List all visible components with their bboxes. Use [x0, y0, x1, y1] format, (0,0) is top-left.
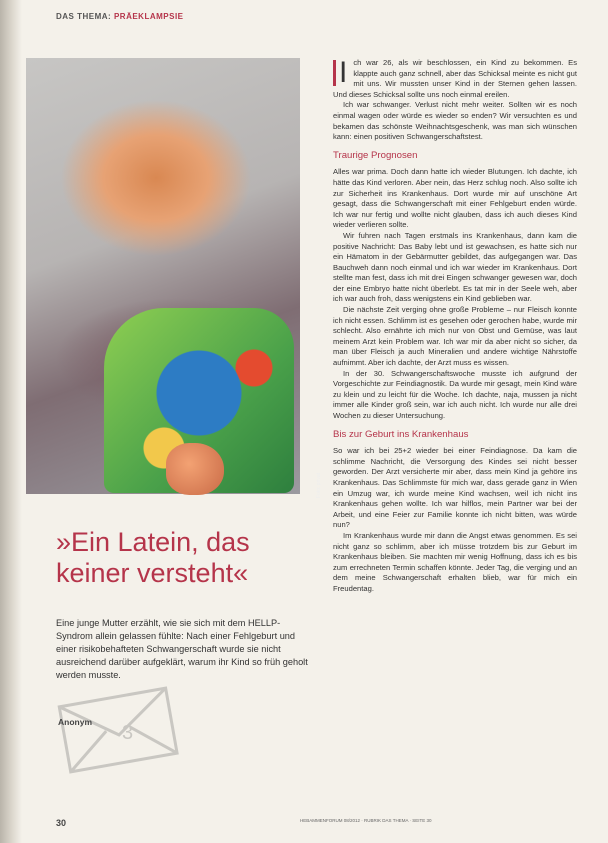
baby-hand	[166, 443, 224, 495]
article-headline: »Ein Latein, das keiner versteht«	[56, 527, 250, 588]
body-paragraph: Die nächste Zeit verging ohne große Probleme – nur Fleisch konnte ich nicht essen. Schlimm ist es gesehen oder gerochen habe, wurde mir schlecht. Also ernährte ich mich nur von Obst und Gemüse, was laut meinem Arzt kein Problem war. Ich war mir da aber nicht so sicher, da man über Fleisch ja auch Mineralien und andere wichtige Nährstoffe aufnimmt. Aber ich dachte, der Arzt muss es wissen.	[333, 305, 577, 368]
body-paragraph: Ich war schwanger. Verlust nicht mehr weiter. Sollten wir es noch einmal wagen oder würde es wieder so enden? Wir versuchten es und bekamen das schönste Weihnachtsgeschenk, was man sich wünschen kann: einen positiven Schwangerschaftstest.	[333, 100, 577, 142]
envelope-icon	[56, 683, 180, 775]
envelope-badge: 3	[122, 722, 134, 744]
header-label: DAS THEMA:	[56, 12, 114, 21]
baby-hand-photo	[26, 58, 322, 498]
page-binding-shadow	[0, 0, 22, 843]
body-paragraph: Wir fuhren nach Tagen erstmals ins Krankenhaus, dann kam die positive Nachricht: Das Baby lebt und ist gewachsen, es hatte sich nur ein Hämatom in der Gebärmutter gebildet, das aufgegangen war. Das Bauchweh dann noch einmal und ich war wieder im Krankenhaus. Dort stellte man fest, dass ich mit drei Eingen schwanger gewesen war, doch der eine Embryo hatte nicht überlebt. Es tat mir in der Seele weh, aber ich war auch froh, dass wenigstens ein Kind geblieben war.	[333, 230, 577, 304]
subheading-prognosen: Traurige Prognosen	[333, 149, 418, 161]
body-paragraph: Alles war prima. Doch dann hatte ich wieder Blutungen. Ich dachte, ich hätte das Kind verloren. Aber nein, das Herz schlug noch. Also sollte ich zur Sicherheit ins Krankenhaus. Dort wurde mir auf unschöne Art gesagt, dass die Schwangerschaft mit einer Fehlgeburt enden würde. Ich war nur fertig und wollte nicht glauben, dass ich auch dieses Kind wieder verlieren sollte.	[333, 167, 577, 230]
dropcap: I	[333, 60, 353, 86]
article-body	[333, 58, 577, 595]
subheading-geburt: Bis zur Geburt ins Krankenhaus	[333, 428, 469, 440]
page-number: 30	[56, 818, 67, 828]
body-paragraph: In der 30. Schwangerschaftswoche musste ich aufgrund der Vorgeschichte zur Feindiagnostik. Da wurde mir gesagt, mein Kind wäre zu klein und zu leicht für die Woche. Ich dachte, naja, mussen ja nicht immer alle Kinder groß sein, war ich auch nicht. Ich wurde nur alle drei Wochen zu dieser Untersuchung.	[333, 368, 577, 420]
section-header	[56, 12, 184, 21]
body-paragraph-intro	[333, 58, 577, 100]
intro-text: ch war 26, als wir beschlossen, ein Kind zu bekommen. Es klappte auch ganz schnell, aber das Schicksal meinte es nicht gut mit uns. Wir mussten unser Kind in der Sternen gehen lassen. Und dieses Schicksal sollte uns noch einmal ereilen.	[333, 58, 577, 99]
article-lead: Eine junge Mutter erzählt, wie sie sich mit dem HELLP-Syndrom allein gelassen fühlte: Nach einer Fehlgeburt und einer risikobehafteten Schwangerschaft wurde sie nicht ausreichend darüber aufgeklärt, warum ihr Kind so früh geholt werden musste.	[56, 618, 308, 680]
header-topic: PRÄEKLAMPSIE	[113, 12, 184, 21]
photo-credit: Foto: privat	[316, 472, 322, 498]
page-footer: HEBAMMENFORUM 08/2012 · RUBRIK DAS THEMA · SEITE 30	[300, 818, 432, 823]
article-author: Anonym	[58, 717, 92, 727]
body-paragraph: Im Krankenhaus wurde mir dann die Angst etwas genommen. Es sei nicht ganz so schlimm, aber ich müsse trotzdem bis zur Geburt im Krankenhaus bleiben. Sie machten mir wenig Hoffnung, dass ich es bis zum errechneten Termin schaffen könnte. Jeder Tag, die verging und an dem meine Schwangerschaft erhalten blieb, war für mich ein Freudentag.	[333, 530, 577, 593]
body-paragraph: So war ich bei 25+2 wieder bei einer Feindiagnose. Da kam die schlimme Nachricht, die Versorgung des Kindes sei nicht besser geworden. Der Arzt versicherte mir aber, dass mein Kind ja gehöre ins Krankenhaus. Das Schlimmste für mich war, dass gerade ganz in Wien ein Umzug war, ich wurde meine Kind wachsen, weil ich nicht ins Krankenhaus gehen wollte. Ich war hilflos, mein Partner war bei der Arbeit, und eine Feier zur Familie konnte ich nicht bitten, was würde nun?	[333, 446, 577, 530]
